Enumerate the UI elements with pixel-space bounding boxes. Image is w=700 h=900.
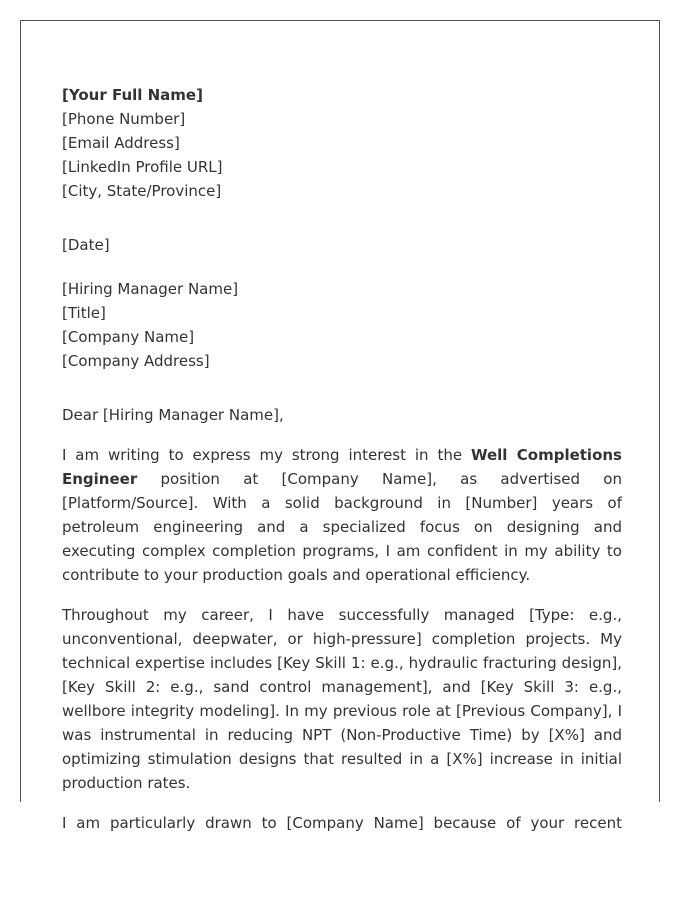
job-title: Well Completions Engineer: [62, 446, 622, 488]
paragraph-intro-after: position at [Company Name], as advertised on [Platform/Source]. With a solid background in [Number] years of petroleum engineering and a specialized focus on designing and executing complex completion programs, I am confident in my ability to contribute to your production goals and operational efficiency.: [62, 470, 622, 584]
sender-location: [City, State/Province]: [62, 182, 222, 200]
recipient-block: [62, 277, 622, 373]
recipient-title: [Title]: [62, 304, 106, 322]
salutation: Dear [Hiring Manager Name],: [62, 406, 284, 424]
sender-block: [62, 83, 622, 203]
recipient-company: [Company Name]: [62, 328, 195, 346]
recipient-address: [Company Address]: [62, 352, 210, 370]
sender-phone: [Phone Number]: [62, 110, 186, 128]
paragraph-intro: [62, 443, 622, 587]
sender-linkedin: [LinkedIn Profile URL]: [62, 158, 223, 176]
letter-body: [62, 83, 622, 835]
sender-email: [Email Address]: [62, 134, 180, 152]
paragraph-experience: Throughout my career, I have successfully managed [Type: e.g., unconventional, deepwater, or high-pressure] completion projects. My technical expertise includes [Key Skill 1: e.g., hydraulic fracturing design], [Key Skill 2: e.g., sand control management], and [Key Skill 3: e.g., wellbore integrity modeling]. In my previous role at [Previous Company], I was instrumental in reducing NPT (Non-Productive Time) by [X%] and optimizing stimulation designs that resulted in a [X%] increase in initial production rates.: [62, 606, 622, 792]
paragraph-intro-before: I am writing to express my strong interest in the: [62, 446, 471, 464]
recipient-name: [Hiring Manager Name]: [62, 280, 239, 298]
paragraph-motivation: I am particularly drawn to [Company Name] because of your recent: [62, 814, 622, 832]
letter-page: [20, 20, 660, 832]
letter-date: [Date]: [62, 236, 110, 254]
sender-name: [Your Full Name]: [62, 86, 203, 104]
